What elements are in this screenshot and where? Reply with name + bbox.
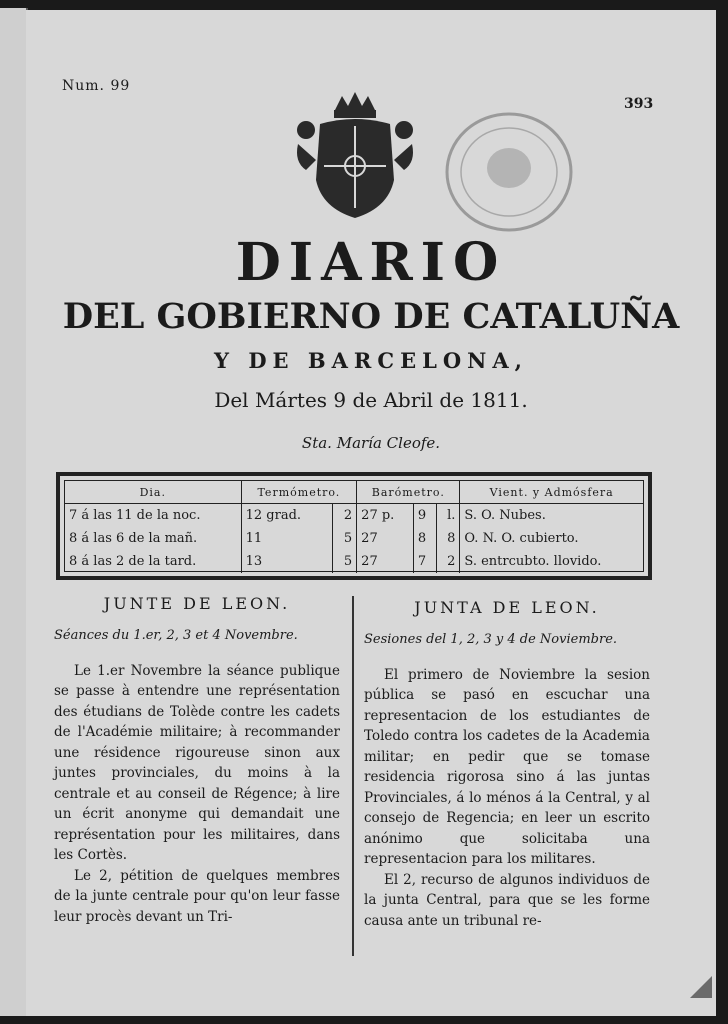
weather-day: 8 á las 6 de la mañ. bbox=[69, 531, 198, 546]
weather-day: 7 á las 11 de la noc. bbox=[69, 508, 201, 523]
masthead-subtitle-2: Y DE BARCELONA, bbox=[214, 348, 528, 373]
weather-baro-fraction: 8 bbox=[437, 527, 460, 550]
weather-row bbox=[65, 527, 643, 550]
left-column-paragraph: Le 1.er Novembre la séance publique se passe à entendre une représentation des étudians de Tolède contre les cadets de l'Académie militaire; à recommander une résidence rigoureuse sinon aux juntes provinciales, du moins à la centrale et au conseil de Régence; à lire un écrit anonyme qui demandait une représentation pour les militaires, dans les Cortès. bbox=[54, 662, 340, 863]
issue-number: Num. 99 bbox=[62, 78, 131, 94]
library-stamp-icon bbox=[442, 106, 576, 238]
adjacent-page-edge bbox=[0, 8, 28, 1016]
weather-wind: S. O. Nubes. bbox=[460, 504, 643, 528]
weather-thermo-fraction: 5 bbox=[332, 527, 356, 550]
right-column-heading: JUNTA DE LEON. bbox=[414, 598, 600, 617]
masthead-title: DIARIO bbox=[235, 232, 507, 293]
weather-baro-lines: 9 bbox=[413, 504, 436, 528]
page-corner-wear-icon bbox=[690, 976, 712, 998]
weather-baro-inches: 27 bbox=[357, 550, 414, 573]
weather-thermo-fraction: 5 bbox=[332, 550, 356, 573]
newspaper-page bbox=[26, 10, 716, 1016]
saint-of-day: Sta. María Cleofe. bbox=[301, 434, 441, 452]
weather-header-barometer: Barómetro. bbox=[357, 481, 460, 504]
right-column-paragraph: El primero de Noviembre la sesion pública se pasó en escuchar una representacion de los estudiantes de Toledo contra los cadetes de la Academia militar; en pedir que se tomase residencia rigorosa sino á las juntas Provinciales, á lo ménos á la Central, y al consejo de Regencia; en leer un escrito anónimo que solicitaba una representacion para los militares. bbox=[364, 666, 650, 867]
left-column bbox=[54, 594, 340, 927]
page-number: 393 bbox=[624, 96, 654, 112]
weather-thermo: 12 grad. bbox=[241, 504, 332, 528]
weather-wind: S. entrcubto. llovido. bbox=[460, 550, 643, 573]
left-column-subheading: Séances du 1.er, 2, 3 et 4 Novembre. bbox=[54, 627, 298, 643]
royal-crest-icon bbox=[290, 90, 420, 222]
left-column-paragraph: Le 2, pétition de quelques membres de la junte centrale pour qu'on leur fasse leur procès devant un Tri- bbox=[54, 867, 340, 925]
issue-date: Del Mártes 9 de Abril de 1811. bbox=[214, 388, 528, 412]
weather-baro-inches: 27 bbox=[357, 527, 414, 550]
weather-baro-inches: 27 p. bbox=[357, 504, 414, 528]
weather-baro-fraction: 2 bbox=[437, 550, 460, 573]
weather-row bbox=[65, 550, 643, 573]
weather-baro-fraction: l. bbox=[437, 504, 460, 528]
weather-header-day: Dia. bbox=[65, 481, 241, 504]
weather-header-thermometer: Termómetro. bbox=[241, 481, 357, 504]
weather-header-wind: Vient. y Admósfera bbox=[460, 481, 643, 504]
column-divider bbox=[352, 596, 354, 956]
weather-baro-lines: 8 bbox=[413, 527, 436, 550]
weather-thermo: 11 bbox=[241, 527, 332, 550]
weather-table bbox=[56, 472, 652, 580]
right-column bbox=[364, 598, 650, 931]
right-column-subheading: Sesiones del 1, 2, 3 y 4 de Noviembre. bbox=[364, 631, 618, 647]
weather-day: 8 á las 2 de la tard. bbox=[69, 554, 197, 569]
weather-row bbox=[65, 504, 643, 528]
weather-wind: O. N. O. cubierto. bbox=[460, 527, 643, 550]
weather-thermo: 13 bbox=[241, 550, 332, 573]
right-column-paragraph: El 2, recurso de algunos individuos de la junta Central, para que se les forme causa ante un tribunal re- bbox=[364, 871, 650, 929]
weather-baro-lines: 7 bbox=[413, 550, 436, 573]
left-column-heading: JUNTE DE LEON. bbox=[103, 594, 291, 613]
weather-thermo-fraction: 2 bbox=[332, 504, 356, 528]
masthead-subtitle: DEL GOBIERNO DE CATALUÑA bbox=[62, 296, 680, 337]
